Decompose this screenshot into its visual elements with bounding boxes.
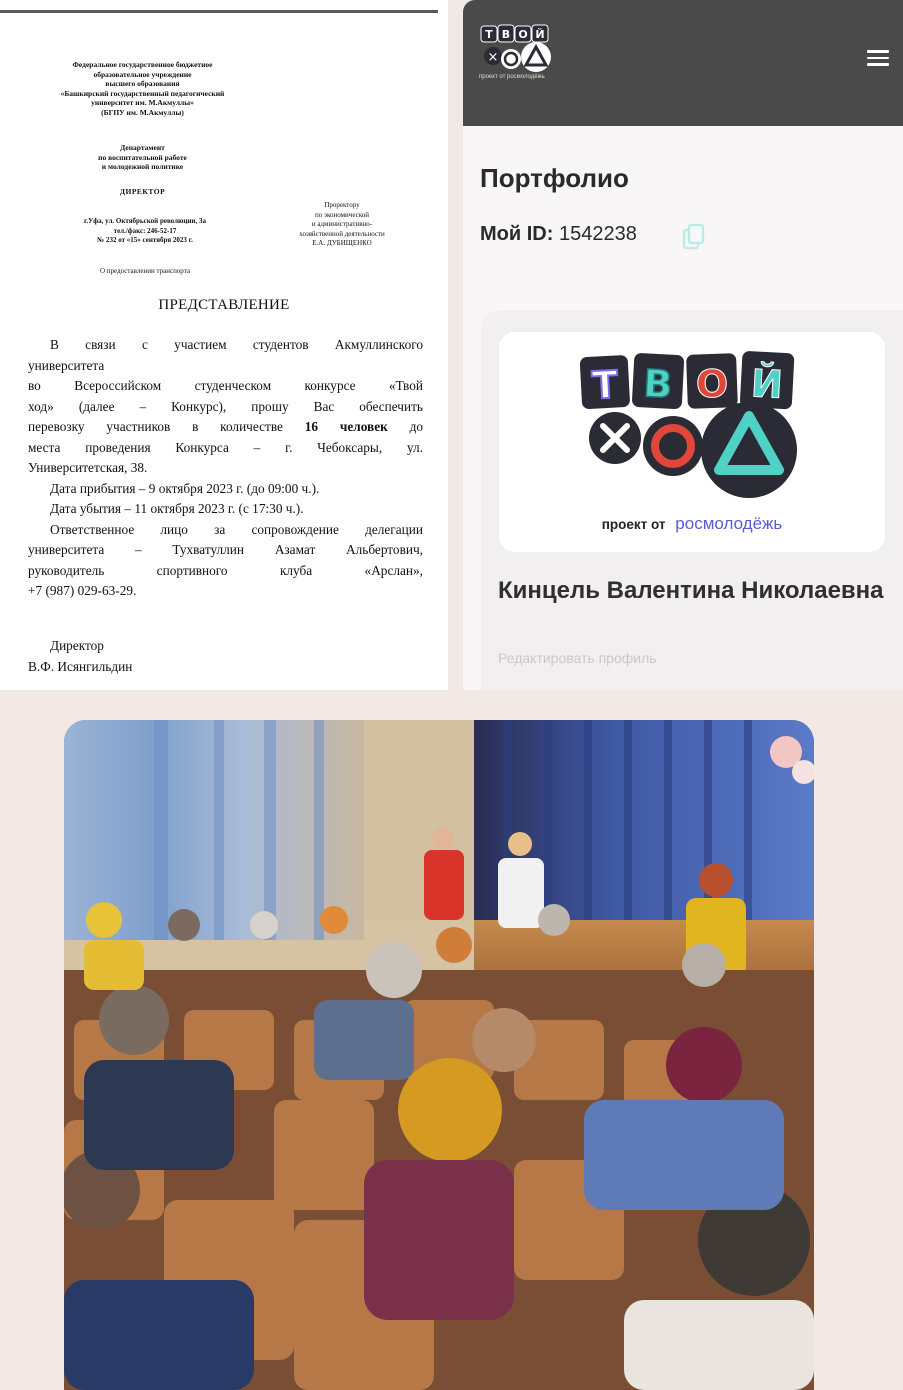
page-title: Портфолио xyxy=(480,163,629,193)
department-line: и молодежной политике xyxy=(101,162,184,172)
address-line: г.Уфа, ул. Октябрьской революции, 3а xyxy=(84,217,206,225)
brand-logo-icon[interactable] xyxy=(479,22,559,94)
letterhead-line: высшего образования xyxy=(105,79,180,89)
letterhead-line: образовательное учреждение xyxy=(93,69,192,79)
department-line: по воспитательной работе xyxy=(98,152,187,162)
letterhead-line: «Башкирский государственный педагогический xyxy=(60,88,225,98)
project-of-label: проект от xyxy=(601,517,666,532)
sender-address xyxy=(45,217,245,246)
contact-phone: +7 (987) 029-63-29. xyxy=(28,583,137,598)
project-logo-card xyxy=(499,332,885,552)
copy-icon[interactable] xyxy=(681,223,707,251)
sender-role: ДИРЕКТОР xyxy=(119,187,166,196)
recipient-line: и административно- xyxy=(311,220,373,229)
document-body xyxy=(28,335,423,602)
portfolio-app-screen xyxy=(463,0,903,690)
svg-text:В: В xyxy=(642,361,674,407)
official-letter-document xyxy=(0,0,448,690)
signature-title: Директор xyxy=(50,638,104,653)
svg-text:В: В xyxy=(501,28,511,41)
department-line: Департамент xyxy=(120,143,165,152)
svg-text:×: × xyxy=(487,50,499,65)
address-line: № 232 от «15» сентября 2023 г. xyxy=(97,236,193,244)
signature-name: В.Ф. Исянгильдин xyxy=(28,658,133,674)
body-text: перевозку участников в количестве xyxy=(28,419,305,434)
svg-text:Т: Т xyxy=(590,362,620,408)
arrival-date: Дата прибытия – 9 октября 2023 г. (до 09:00 ч.). xyxy=(50,480,320,496)
letterhead xyxy=(30,60,255,118)
svg-text:О: О xyxy=(518,28,528,41)
signature-block xyxy=(28,636,328,677)
body-line: во Всероссийском студенческом конкурсе «Твой xyxy=(28,378,423,393)
edit-profile-link[interactable]: Редактировать профиль xyxy=(498,650,657,666)
body-line: Университетская, 38. xyxy=(28,460,148,475)
svg-text:Й: Й xyxy=(749,361,784,407)
recipient-line: хозяйственной деятельности xyxy=(299,229,385,238)
body-line: В связи с участием студентов Акмуллинского xyxy=(50,337,423,352)
svg-text:Й: Й xyxy=(535,28,545,41)
body-line: ход» (далее – Конкурс), прошу Вас обеспечить xyxy=(28,398,423,414)
recipient-line: по экономической xyxy=(314,210,370,219)
body-line: места проведения Конкурса – г. Чебоксары, ул. xyxy=(28,439,423,455)
recipient-line: Е.А. ДУБИЩЕНКО xyxy=(312,239,372,248)
user-full-name: Кинцель Валентина Николаевна xyxy=(498,577,884,604)
project-of-line xyxy=(499,514,885,534)
recipient-block xyxy=(262,201,422,249)
departure-date: Дата убытия – 11 октября 2023 г. (с 17:30 ч.). xyxy=(50,501,304,516)
rosmolodezh-label: росмолодёжь xyxy=(675,514,783,533)
app-header xyxy=(463,0,903,126)
user-id-label: Мой ID: xyxy=(480,223,554,245)
body-line: университета xyxy=(28,357,105,373)
document-top-border xyxy=(0,10,438,13)
hamburger-menu-icon[interactable] xyxy=(867,50,889,68)
address-line: тел./факс: 246-52-17 xyxy=(113,226,177,235)
brand-subtitle-text: проект от росмолодёжь xyxy=(479,74,545,80)
participant-count: 16 человек xyxy=(304,419,388,434)
document-title: ПРЕДСТАВЛЕНИЕ xyxy=(158,297,290,313)
body-line: Ответственное лицо за сопровождение делегации xyxy=(50,521,423,537)
body-line: руководитель спортивного клуба «Арслан», xyxy=(28,562,423,578)
user-id-value: 1542238 xyxy=(558,223,637,245)
profile-card xyxy=(481,310,903,690)
svg-text:О: О xyxy=(695,361,729,407)
letterhead-line: университет им. М.Акмуллы» xyxy=(91,98,194,108)
event-audience-photo xyxy=(64,720,814,1390)
body-line xyxy=(28,417,423,438)
letter-subject: О предоставлении транспорта xyxy=(100,267,190,275)
letterhead-line: (БГПУ им. М.Акмуллы) xyxy=(101,107,184,117)
recipient-line: Проректору xyxy=(324,201,360,209)
user-id-row xyxy=(480,223,637,246)
body-text: до xyxy=(387,419,423,434)
department-block xyxy=(30,143,255,172)
svg-text:Т: Т xyxy=(485,28,493,41)
letterhead-line: Федеральное государственное бюджетное xyxy=(72,60,213,69)
body-line: университета – Тухватуллин Азамат Альбертович, xyxy=(28,542,423,557)
brand-subtitle xyxy=(479,74,545,81)
tvoy-hod-logo-icon xyxy=(577,346,807,506)
